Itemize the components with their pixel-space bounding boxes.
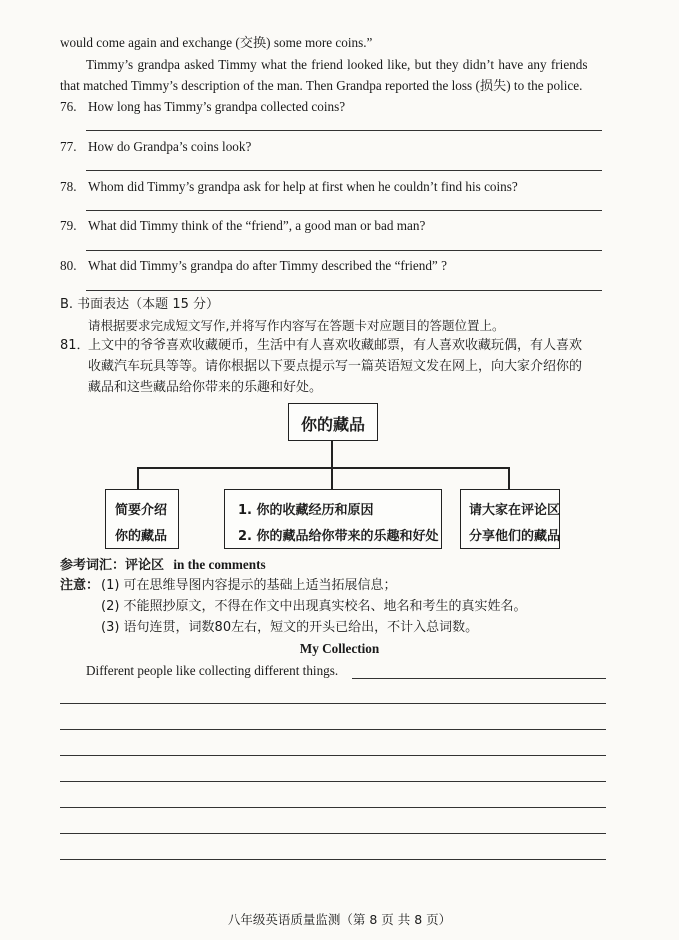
passage-line: Timmy’s grandpa asked Timmy what the friend looked like, but they didn’t have any friends xyxy=(86,57,588,72)
note-item: (3) 语句连贯，词数80左右，短文的开头已给出，不计入总词数。 xyxy=(101,620,479,635)
mindmap-right-line: 请大家在评论区 xyxy=(469,503,561,518)
essay-line[interactable] xyxy=(60,833,606,834)
section-title: B. 书面表达（本题 15 分） xyxy=(60,297,219,312)
essay-line[interactable] xyxy=(60,781,606,782)
mindmap-center-label: 你的藏品 xyxy=(301,415,366,434)
question-81-line: 收藏汽车玩具等等。请你根据以下要点提示写一篇英语短文发在网上，向大家介绍你的 xyxy=(88,359,583,374)
question-number: 79. xyxy=(60,218,77,233)
mindmap-middle-line: 1. 你的收藏经历和原因 xyxy=(238,503,374,518)
mindmap-left-line: 简要介绍 xyxy=(115,503,168,518)
essay-opening: Different people like collecting different things. xyxy=(86,663,339,678)
question-text: What did Timmy’s grandpa do after Timmy described the “friend” ? xyxy=(88,258,447,273)
answer-line-77[interactable] xyxy=(86,170,602,171)
vocab-label: 参考词汇：评论区 xyxy=(60,558,165,573)
note-item: (2) 不能照抄原文，不得在作文中出现真实校名、地名和考生的真实姓名。 xyxy=(101,599,527,614)
mindmap-left-box xyxy=(105,489,179,549)
note-item: (1) 可在思维导图内容提示的基础上适当拓展信息； xyxy=(101,578,397,593)
mindmap-right-line: 分享他们的藏品 xyxy=(469,529,561,544)
question-text: Whom did Timmy’s grandpa ask for help at first when he couldn’t find his coins? xyxy=(88,179,518,194)
passage-line: would come again and exchange (交换) some more coins.” xyxy=(60,35,373,50)
question-text: What did Timmy think of the “friend”, a good man or bad man? xyxy=(88,218,426,233)
question-number: 80. xyxy=(60,258,77,273)
essay-line[interactable] xyxy=(60,755,606,756)
answer-line-79[interactable] xyxy=(86,250,602,251)
answer-line-76[interactable] xyxy=(86,130,602,131)
connector-line xyxy=(137,467,139,490)
mindmap-left-line: 你的藏品 xyxy=(115,529,168,544)
question-81-number: 81． xyxy=(60,338,90,353)
question-number: 78. xyxy=(60,179,77,194)
page-footer: 八年级英语质量监测（第 8 页 共 8 页） xyxy=(227,912,452,927)
question-text: How long has Timmy’s grandpa collected coins? xyxy=(88,99,346,114)
essay-line[interactable] xyxy=(60,703,606,704)
connector-line xyxy=(508,467,510,490)
mindmap-center-box xyxy=(288,403,378,441)
essay-line[interactable] xyxy=(352,678,606,679)
question-text: How do Grandpa’s coins look? xyxy=(88,139,252,154)
question-number: 77. xyxy=(60,139,77,154)
mindmap-middle-box xyxy=(224,489,442,549)
reference-vocabulary xyxy=(60,557,266,574)
essay-line[interactable] xyxy=(60,729,606,730)
notes-label: 注意： xyxy=(60,578,100,593)
essay-line[interactable] xyxy=(60,859,606,860)
vocab-term: in the comments xyxy=(173,557,266,572)
essay-line[interactable] xyxy=(60,807,606,808)
essay-title: My Collection xyxy=(299,641,380,656)
passage-line: that matched Timmy’s description of the man. Then Grandpa reported the loss (损失) to the police. xyxy=(60,78,583,93)
question-number: 76. xyxy=(60,99,77,114)
answer-line-80[interactable] xyxy=(86,290,602,291)
mindmap-middle-line: 2. 你的藏品给你带来的乐趣和好处 xyxy=(238,529,439,544)
section-instruction: 请根据要求完成短文写作,并将写作内容写在答题卡对应题目的答题位置上。 xyxy=(88,318,505,333)
connector-line xyxy=(331,440,333,468)
answer-line-78[interactable] xyxy=(86,210,602,211)
question-81-line: 藏品和这些藏品给你带来的乐趣和好处。 xyxy=(88,380,323,395)
connector-line xyxy=(137,467,509,469)
connector-line xyxy=(331,467,333,490)
mindmap-right-box xyxy=(460,489,560,549)
question-81-line: 上文中的爷爷喜欢收藏硬币，生活中有人喜欢收藏邮票，有人喜欢收藏玩偶，有人喜欢 xyxy=(88,338,583,353)
